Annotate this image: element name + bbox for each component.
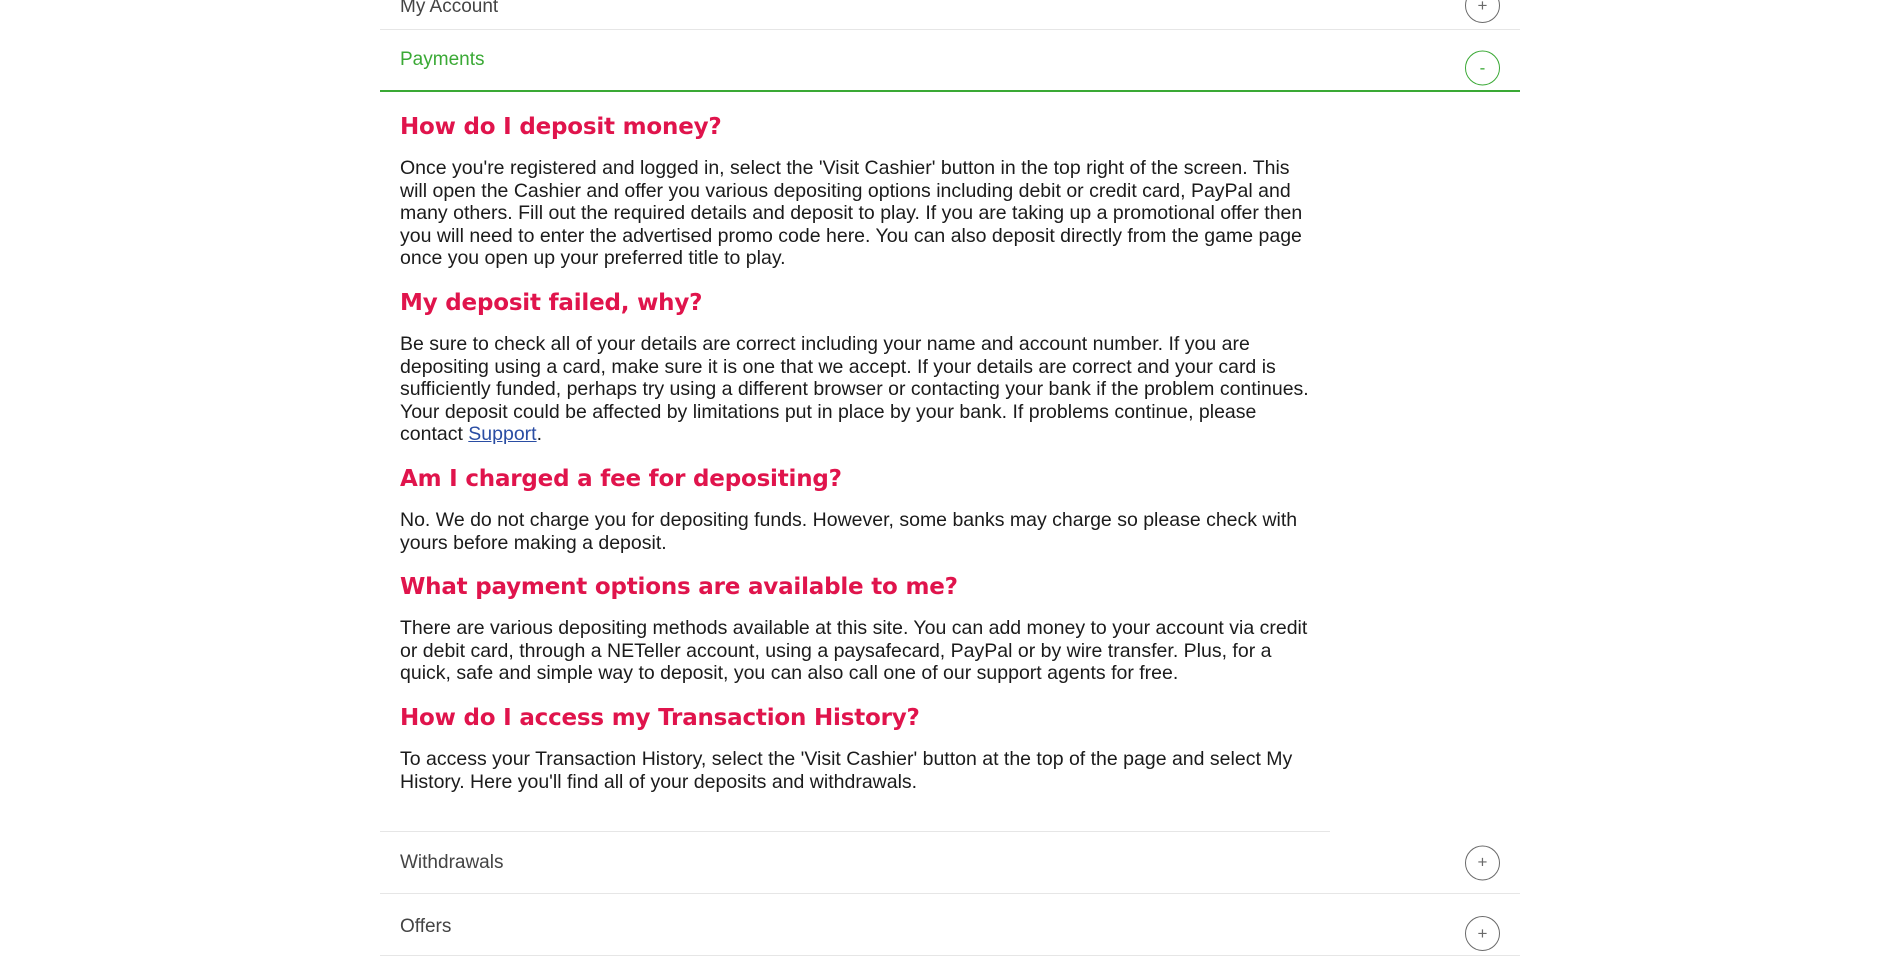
section-title: Payments bbox=[400, 49, 485, 70]
expand-icon[interactable]: + bbox=[1465, 0, 1500, 23]
faq-item bbox=[400, 705, 1310, 793]
answer-text-end: . bbox=[536, 423, 543, 446]
collapse-icon[interactable]: - bbox=[1465, 51, 1500, 86]
question-heading: How do I access my Transaction History? bbox=[400, 704, 920, 731]
faq-item bbox=[400, 574, 1310, 685]
payments-content bbox=[380, 92, 1330, 832]
answer-text: Once you're registered and logged in, select the 'Visit Cashier' button in the top right of the screen. This will open the Cashier and offer you various depositing options including debit or credit card, PayPal and many others. Fill out the required details and deposit to play. If you are taking up a promotional offer then you will need to enter the advertised promo code here. You can also deposit directly from the game page once you open up your preferred title to play. bbox=[400, 157, 1303, 270]
section-payments[interactable] bbox=[380, 30, 1520, 92]
expand-icon[interactable]: + bbox=[1465, 916, 1500, 951]
answer-text-body: Be sure to check all of your details are correct including your name and account number. If you are depositing using a card, make sure it is one that we accept. If your details are correct and your card is sufficiently funded, perhaps try using a different browser or contacting your bank if the problem continues. Your deposit could be affected by limitations put in place by your bank. If problems continue, please contact bbox=[400, 332, 1309, 446]
question-heading: My deposit failed, why? bbox=[400, 289, 703, 316]
answer-text: To access your Transaction History, select the 'Visit Cashier' button at the top of the page and select My History. Here you'll find all of your deposits and withdrawals. bbox=[400, 747, 1293, 793]
section-withdrawals[interactable] bbox=[380, 832, 1520, 894]
section-title: Withdrawals bbox=[400, 851, 504, 873]
answer-text bbox=[400, 333, 1310, 446]
question-heading: How do I deposit money? bbox=[400, 114, 722, 140]
answer-text: No. We do not charge you for depositing funds. However, some banks may charge so please check with yours before making a deposit. bbox=[400, 508, 1298, 554]
support-link[interactable]: Support bbox=[468, 423, 537, 446]
expand-icon[interactable]: + bbox=[1465, 845, 1500, 880]
section-title: My Account bbox=[400, 0, 499, 17]
faq-item bbox=[400, 114, 1310, 270]
faq-item bbox=[400, 466, 1310, 554]
faq-item bbox=[400, 290, 1310, 446]
section-offers[interactable] bbox=[380, 894, 1520, 956]
faq-accordion bbox=[380, 0, 1520, 956]
section-my-account[interactable] bbox=[380, 0, 1520, 30]
question-heading: Am I charged a fee for depositing? bbox=[400, 465, 842, 492]
question-heading: What payment options are available to me? bbox=[400, 574, 958, 601]
section-title: Offers bbox=[400, 916, 452, 938]
answer-text: There are various depositing methods available at this site. You can add money to your account via credit or debit card, through a NETeller account, using a paysafecard, PayPal or by wire transfer. Plus, for a quick, safe and simple way to deposit, you can also call one of our support agents for free. bbox=[400, 617, 1308, 685]
